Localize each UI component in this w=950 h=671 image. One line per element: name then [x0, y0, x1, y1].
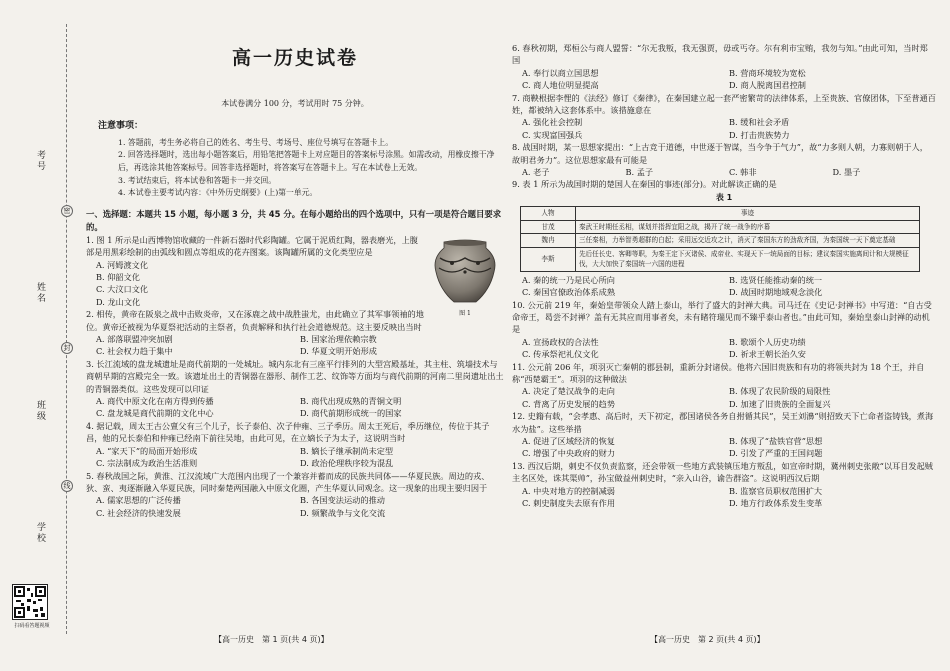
question-13 [512, 460, 936, 510]
table-cell: 甘茂 [521, 220, 576, 234]
notice-item: 4. 本试卷主要考试内容：《中外历史纲要》(上)第一单元。 [118, 188, 318, 198]
qr-caption: 扫码看答题视频 [14, 623, 50, 629]
option: A. 奉行以商立国思想 [522, 67, 599, 78]
question-10 [512, 299, 936, 361]
pottery-jar-icon [430, 236, 500, 308]
option: C. 韩非 [729, 167, 757, 178]
question-stem: 9. 表 1 所示为战国时期的楚国人在秦国的事迹(部分)。对此解读正确的是 [512, 179, 777, 190]
question-stem: 11. 公元前 206 年，项羽灭亡秦朝的郡县制，重新分封诸侯。他将六国旧贵族和有功的将领共封为 18 个王，并自称“西楚霸王”。项羽的这种做法 [512, 361, 925, 385]
question-stem: 2. 相传，黄帝在阪泉之战中击败炎帝，又在涿鹿之战中战胜蚩尤，由此确立了其军事领袖的地位。黄帝还被视为华夏祭祀活动的主祭者，负责解释和执行社会道德规范。这主要反映出当时 [86, 309, 424, 332]
page-footer-left: 【高一历史 第 1 页(共 4 页)】 [214, 635, 329, 644]
question-4 [86, 420, 504, 470]
option: D. 祈求王朝长治久安 [729, 349, 806, 360]
question-8 [512, 141, 936, 178]
option: A. 促进了区域经济的恢复 [522, 436, 615, 447]
table-1 [520, 206, 920, 272]
option: C. 秦国官僚政治体系成熟 [522, 287, 616, 298]
class-label: 班级 [35, 400, 45, 422]
page-title: 高一历史试卷 [231, 47, 358, 69]
question-stem: 12. 史籍有载，“会孝惠、高后时，天下初定，郡国诸侯各务自拊循其民”，吴王刘濞“则招致天下亡命者盗铸钱，煮海水为盐”。这些举措 [512, 411, 934, 434]
option: C. 社会权力趋于集中 [96, 346, 173, 357]
page-footer-right: 【高一历史 第 2 页(共 4 页)】 [650, 635, 765, 644]
option: C. 实现富国强兵 [522, 129, 583, 140]
question-stem: 6. 春秋初期，郑桓公与商人盟誓：“尔无我叛，我无强贾，毋或丐夺。尔有利市宝贿，我勿与知。”由此可知，当时郑国 [512, 43, 928, 66]
table-row [521, 247, 920, 271]
option: D. 频繁战争与文化交流 [300, 507, 386, 518]
question-9 [512, 178, 936, 298]
option: C. 社会经济的快速发展 [96, 507, 181, 518]
option: B. 缓和社会矛盾 [729, 117, 790, 128]
exam-no-label: 考号 [35, 150, 45, 172]
option: D. 墨子 [832, 167, 861, 178]
figure-caption: 图 1 [459, 309, 471, 317]
question-3 [86, 358, 504, 420]
seal-mark: 密 [61, 205, 73, 217]
option: A. 强化社会控制 [522, 117, 583, 128]
table-header-row [521, 207, 920, 221]
question-stem: 8. 战国时期，某一思想家提出：“上古竞于道德，中世逐于智谋，当今争于气力”，故“力多则人朝，力寡则朝于人，故明君务力”。这位思想家最有可能是 [512, 142, 928, 165]
option: C. 增强了中央政府的财力 [522, 448, 616, 459]
option: A. “家天下”的局面开始形成 [96, 445, 198, 456]
question-stem: 4. 据记载，周太王古公亶父有三个儿子，长子泰伯、次子仲雍、三子季历。周太王死后，季历继位，传位于其子昌，他的兄长泰伯和仲雍已经南下前往吴地，由此可见，在立嫡长子为太子，这说明当时 [86, 420, 490, 444]
option: B. 嫡长子继承制尚未定型 [300, 445, 394, 456]
school-label: 学校 [35, 522, 45, 544]
option: A. 秦的统一乃是民心所向 [522, 274, 615, 285]
question-stem: 13. 西汉后期，刺史不仅负责监察，还会带领一些地方武装镇压地方叛乱，如宣帝时期，冀州刺史张敞“以耳目发起贼主名区处，诛其渠帅”，孙宝做益州刺史时，“亲入山谷，谕告群盗”。这说明西汉后期 [512, 460, 933, 484]
question-stem: 7. 商鞅根据李悝的《法经》修订《秦律》，在秦国建立起一套严密繁苛的法律体系，上至贵族、官僚团体，下至普通百姓，都被纳入这套体系中。该措施意在 [512, 92, 936, 116]
question-6 [512, 42, 936, 92]
question-stem: 10. 公元前 219 年，秦始皇带领众人踏上泰山，举行了盛大的封禅大典。司马迁在《史记·封禅书》中写道：“自古受命帝王，曷尝不封禅？盖有无其应而用事者矣，未有睹符瑞见而不臻乎泰山者也。”由此可知，秦始皇泰山封禅的动机是 [512, 299, 932, 335]
option: A. 决定了楚汉战争的走向 [522, 386, 615, 397]
option: D. 华夏文明开始形成 [300, 346, 377, 357]
table-caption: 表 1 [715, 192, 733, 202]
option: D. 地方行政体系发生变革 [729, 498, 823, 509]
seal-mark: 线 [61, 480, 73, 492]
notice-heading: 注意事项： [98, 121, 144, 132]
right-column [512, 42, 936, 510]
option: C. 盘龙城是商代前期的文化中心 [96, 408, 214, 419]
option: C. 背离了历史发展的趋势 [522, 398, 616, 409]
question-12 [512, 410, 936, 460]
option: D. 引发了严重的王国问题 [729, 448, 823, 459]
option: D. 打击贵族势力 [729, 129, 790, 140]
notice-item: 2. 回答选择题时，选出每小题答案后，用铅笔把答题卡上对应题目的答案标号涂黑。如需改动，用橡皮擦干净后，再选涂其他答案标号。回答非选择题时，将答案写在答题卡上。写在本试卷上无效。 [118, 150, 495, 172]
table-cell: 李斯 [521, 247, 576, 271]
option: B. 孟子 [625, 167, 654, 178]
question-stem: 3. 长江流域的盘龙城遗址是商代前期的一处城址。城内东北有三座平行排列的大型宫殿基址，其主柱、筑墙技术与商朝早期的宫殿完全一致。该遗址出土的青铜器在器形、制作工艺、纹饰等方面均与商代前期的河南二里岗遗址出土的青铜器类似。这些发现可以印证 [86, 358, 504, 394]
option: B. 体现了“盐铁官营”思想 [729, 436, 823, 447]
question-5 [86, 470, 504, 520]
option: B. 体现了农民阶级的局限性 [729, 386, 831, 397]
question-1 [86, 234, 504, 317]
option: B. 商代出现成熟的青铜文明 [300, 396, 402, 407]
name-label: 姓名 [35, 282, 45, 304]
notice-item: 1. 答题前，考生务必将自己的姓名、考生号、考场号、座位号填写在答题卡上。 [118, 137, 394, 147]
option: C. 大汶口文化 [96, 284, 149, 295]
table-row [521, 234, 920, 248]
option: C. 刺史制度失去原有作用 [522, 498, 616, 509]
option: D. 战国时期地域观念淡化 [729, 287, 823, 298]
option: D. 政治伦理秩序较为混乱 [300, 458, 394, 469]
option: B. 仰韶文化 [96, 272, 140, 282]
option: C. 宗法制成为政治生活准则 [96, 458, 198, 469]
table-header: 人物 [521, 207, 576, 221]
option: D. 龙山文化 [96, 296, 141, 307]
option: A. 商代中原文化在南方得到传播 [96, 396, 214, 407]
option: C. 商人地位明显提高 [522, 80, 599, 91]
pottery-figure [430, 236, 500, 320]
option: B. 国家治理依赖宗教 [300, 334, 377, 345]
option: D. 商代前期形成统一的国家 [300, 408, 402, 419]
question-11 [512, 361, 936, 411]
table-cell: 先后任长史、客卿等职，为秦王定下灭诸侯、成帝业、实现天下一统局面的目标；建议秦国实施离间计和大规模征伐，大大加快了秦国统一六国的进程 [576, 247, 920, 271]
question-stem: 1. 图 1 所示是山西博物馆收藏的一件新石器时代彩陶罐。它属于泥质红陶，器表磨光，上腹部是用黑彩绘制的由弧线和圆点等组成的花卉图案。该陶罐所属的文化类型应是 [86, 234, 418, 258]
option: A. 中央对地方的控制减弱 [522, 485, 615, 496]
option: D. 商人脱离国君控制 [729, 80, 806, 91]
option: B. 各国变法运动的推动 [300, 495, 385, 506]
option: A. 儒家思想的广泛传播 [96, 495, 181, 506]
table-cell: 秦武王时期任丞相，谋划并指挥宜阳之战，揭开了统一战争的序幕 [576, 220, 920, 234]
option: A. 河姆渡文化 [96, 259, 149, 270]
seal-mark: 封 [61, 342, 73, 354]
option: B. 歌颂个人历史功绩 [729, 336, 806, 347]
table-cell: 三任秦相，力举智勇超群的白起；采用远交近攻之计，消灭了秦国东方的劲敌齐国，为秦国统一天下奠定基础 [576, 234, 920, 248]
question-stem: 5. 春秋战国之际，黄淮、江汉流域广大范围内出现了一个兼容并蓄而成的民族共同体——华夏民族。周边的戎、狄、蛮、夷逐渐融入华夏民族，同时秦楚两国融入中原文化圈，产生华夏认同观念。这一现象的出现主要归因于 [86, 470, 490, 493]
option: A. 部落联盟冲突加剧 [96, 334, 173, 345]
option: B. 选贤任能推动秦的统一 [729, 274, 823, 285]
option: B. 营商环境较为宽松 [729, 67, 806, 78]
table-cell: 魏冉 [521, 234, 576, 248]
notice-item: 3. 考试结束后，将本试卷和答题卡一并交回。 [118, 175, 277, 185]
table-row [521, 220, 920, 234]
option: B. 监察官员职权范围扩大 [729, 485, 823, 496]
binding-strip [0, 0, 82, 671]
exam-subtitle: 本试卷满分 100 分，考试用时 75 分钟。 [221, 99, 369, 108]
option: A. 老子 [522, 167, 550, 178]
option: A. 宣扬政权的合法性 [522, 336, 599, 347]
question-7 [512, 92, 936, 142]
table-header: 事迹 [576, 207, 920, 221]
qr-code-icon[interactable] [12, 584, 48, 620]
section-heading: 一、选择题：本题共 15 小题，每小题 3 分，共 45 分。在每小题给出的四个选项中，只有一项是符合题目要求的。 [86, 208, 502, 232]
option: C. 传承祭祀礼仪文化 [522, 349, 599, 360]
left-column [86, 0, 504, 519]
binding-dashed-line [66, 24, 67, 634]
option: D. 加速了旧贵族的全面复兴 [729, 398, 831, 409]
